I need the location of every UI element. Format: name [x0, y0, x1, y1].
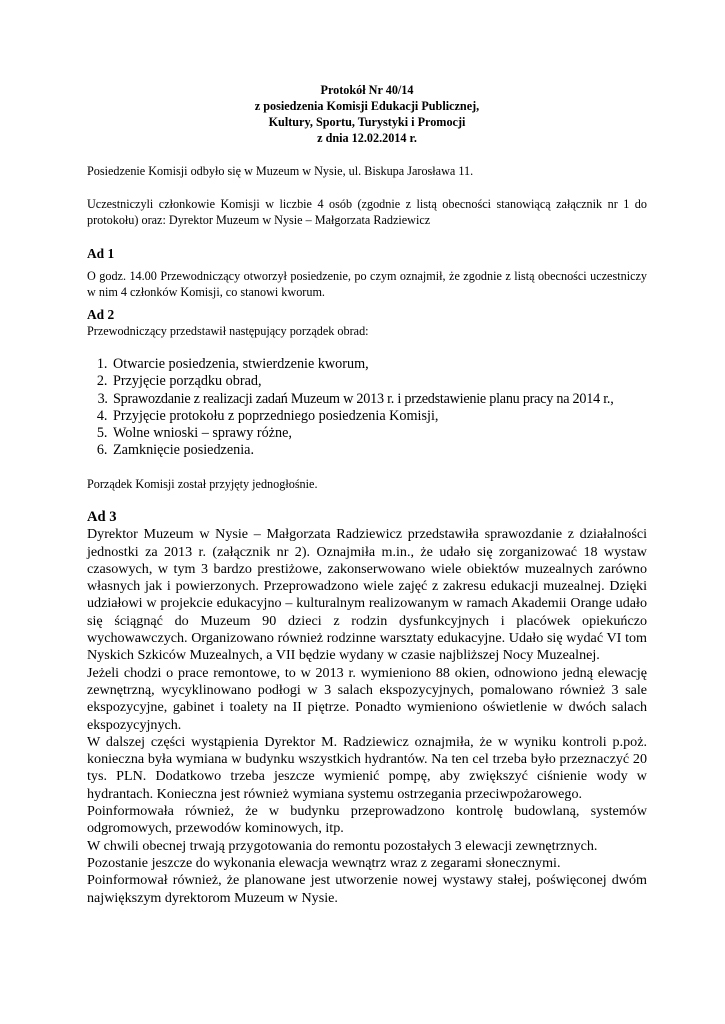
ad3-paragraph-inspection: Poinformowała również, że w budynku przeprowadzono kontrolę budowlaną, systemów odgromowych, przewodów kominowych, itp.	[87, 803, 647, 837]
ad3-paragraph-fire-safety: W dalszej części wystąpienia Dyrektor M. Radziewicz oznajmiła, że w wyniku kontroli p.poż. konieczna była wymiana w budynku wszystkich hydrantów. Na ten cel trzeba było przeznaczyć 20 tys. PLN. Dodatkowo trzeba jeszcze wymienić pompę, aby zwiększyć ciśnienie wody w hydrantach. Konieczna jest również wymiana systemu ostrzegania przeciwpożarowego.	[87, 733, 647, 802]
agenda-item: 5. Wolne wnioski – sprawy różne,	[111, 425, 647, 442]
ad2-heading: Ad 2	[87, 306, 115, 322]
ad3-paragraph-facade: W chwili obecnej trwają przygotowania do remontu pozostałych 3 elewacji zewnętrznych. Pozostanie jeszcze do wykonania elewacja wewnątrz wraz z zegarami słonecznymi.	[87, 837, 598, 871]
ad3-paragraph-renovation: Jeżeli chodzi o prace remontowe, to w 2013 r. wymieniono 88 okien, odnowiono jedną elewację zewnętrzną, wycyklinowano podłogi w 3 salach ekspozycyjnych, pomalowano również 3 sale ekspozycyjne, gabinet i toalety na II piętrze. Ponadto wymieniono oświetlenie w dwóch salach ekspozycyjnych.	[87, 664, 647, 733]
agenda-item: 4. Przyjęcie protokołu z poprzedniego posiedzenia Komisji,	[111, 408, 647, 425]
protocol-subtitle-line2: Kultury, Sportu, Turystyki i Promocji	[268, 115, 466, 129]
agenda-list	[87, 356, 647, 460]
ad2-text: Przewodniczący przedstawił następujący porządek obrad:	[87, 323, 369, 338]
protocol-date: z dnia 12.02.2014 r.	[317, 131, 417, 145]
ad3-heading: Ad 3	[87, 509, 117, 526]
agenda-item: 3. Sprawozdanie z realizacji zadań Muzeum w 2013 r. i przedstawienie planu pracy na 2014 r.,	[111, 391, 647, 408]
protocol-number: Protokół Nr 40/14	[320, 83, 414, 97]
participants-paragraph: Uczestniczyli członkowie Komisji w liczbie 4 osób (zgodnie z listą obecności stanowiącą załącznik nr 1 do protokołu) oraz: Dyrektor Muzeum w Nysie – Małgorzata Radziewicz	[87, 196, 647, 227]
document-header	[87, 82, 647, 146]
venue-paragraph: Posiedzenie Komisji odbyło się w Muzeum w Nysie, ul. Biskupa Jarosława 11.	[87, 164, 474, 178]
protocol-subtitle-line1: z posiedzenia Komisji Edukacji Publicznej,	[254, 99, 480, 113]
ad1-text: O godz. 14.00 Przewodniczący otworzył posiedzenie, po czym oznajmił, że zgodnie z listą obecności uczestniczy w nim 4 członków Komisji, co stanowi kworum.	[87, 268, 647, 299]
agenda-item: 2. Przyjęcie porządku obrad,	[111, 373, 647, 390]
agenda-accepted: Porządek Komisji został przyjęty jednogłośnie.	[87, 476, 318, 491]
agenda-item: 6. Zamknięcie posiedzenia.	[111, 442, 647, 459]
ad3-paragraph-exhibition: Poinformował również, że planowane jest utworzenie nowej wystawy stałej, poświęconej dwóm największym dyrektorom Muzeum w Nysie.	[87, 872, 647, 906]
agenda-item: 1. Otwarcie posiedzenia, stwierdzenie kworum,	[111, 356, 647, 373]
ad1-heading: Ad 1	[87, 245, 115, 261]
document-page	[87, 82, 647, 907]
ad3-paragraph-report: Dyrektor Muzeum w Nysie – Małgorzata Radziewicz przedstawiła sprawozdanie z działalności jednostki za 2013 r. (załącznik nr 2). Oznajmiła m.in., że udało się zorganizować 18 wystaw czasowych, w tym 3 bardzo prestiżowe, zakonserwowano wiele obiektów muzealnych zarówno własnych jak i powierzonych. Przeprowadzono wiele zajęć z zakresu edukacji muzealnej. Dzięki udziałowi w projekcie edukacyjno – kulturalnym realizowanym w ramach Akademii Orange udało się ściągnąć do Muzeum 90 dzieci z rodzin dysfunkcyjnych i placówek opiekuńczo wychowawczych. Organizowano również rodzinne warsztaty edukacyjne. Udało się wydać VI tom Nyskich Szkiców Muzealnych, a VII będzie wydany w czasie najbliższej Nocy Muzealnej.	[87, 526, 647, 664]
